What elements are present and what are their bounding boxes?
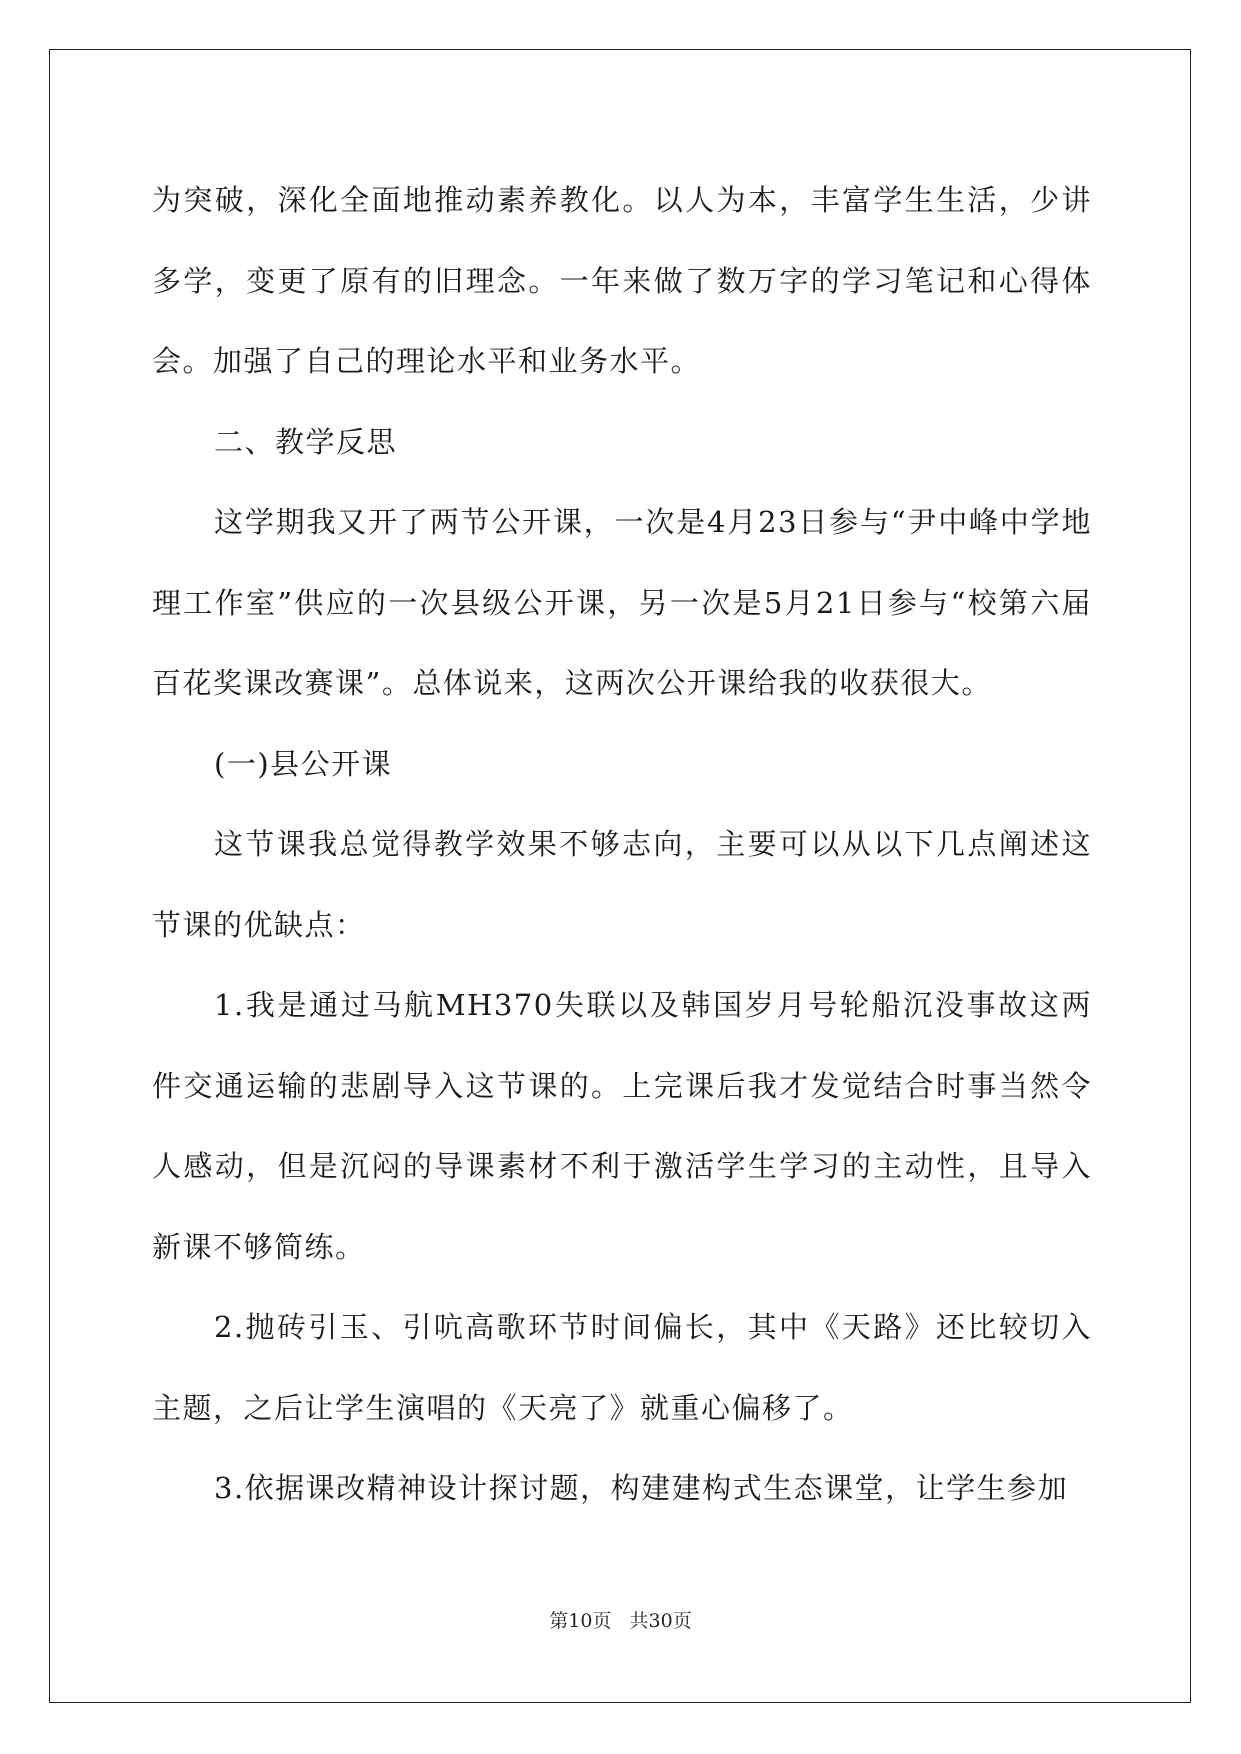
list-item: 1.我是通过马航MH370失联以及韩国岁月号轮船沉没事故这两件交通运输的悲剧导入这节课的。上完课后我才发觉结合时事当然令人感动，但是沉闷的导课素材不利于激活学生学习的主动性，且导入新课不够简练。 [152, 988, 1092, 1264]
paragraph: 这学期我又开了两节公开课，一次是4月23日参与“尹中峰中学地理工作室”供应的一次县级公开课，另一次是5月21日参与“校第六届百花奖课改赛课”。总体说来，这两次公开课给我的收获很大。 [152, 505, 1092, 700]
list-item: 2.抛砖引玉、引吭高歌环节时间偏长，其中《天路》还比较切入主题，之后让学生演唱的《天亮了》就重心偏移了。 [152, 1310, 1092, 1425]
section-heading: 二、教学反思 [214, 424, 398, 459]
list-item: 3.依据课改精神设计探讨题，构建建构式生态课堂，让学生参加 [214, 1471, 1069, 1505]
document-body [152, 160, 1092, 1529]
page-footer [0, 1606, 1241, 1633]
subsection-heading: (一)县公开课 [214, 746, 393, 781]
paragraph: 这节课我总觉得教学效果不够志向，主要可以从以下几点阐述这节课的优缺点： [152, 827, 1092, 942]
page-number: 第10页 [549, 1610, 612, 1632]
page-total: 共30页 [629, 1610, 692, 1632]
paragraph: 为突破，深化全面地推动素养教化。以人为本，丰富学生生活，少讲多学，变更了原有的旧理念。一年来做了数万字的学习笔记和心得体会。加强了自己的理论水平和业务水平。 [152, 183, 1092, 378]
